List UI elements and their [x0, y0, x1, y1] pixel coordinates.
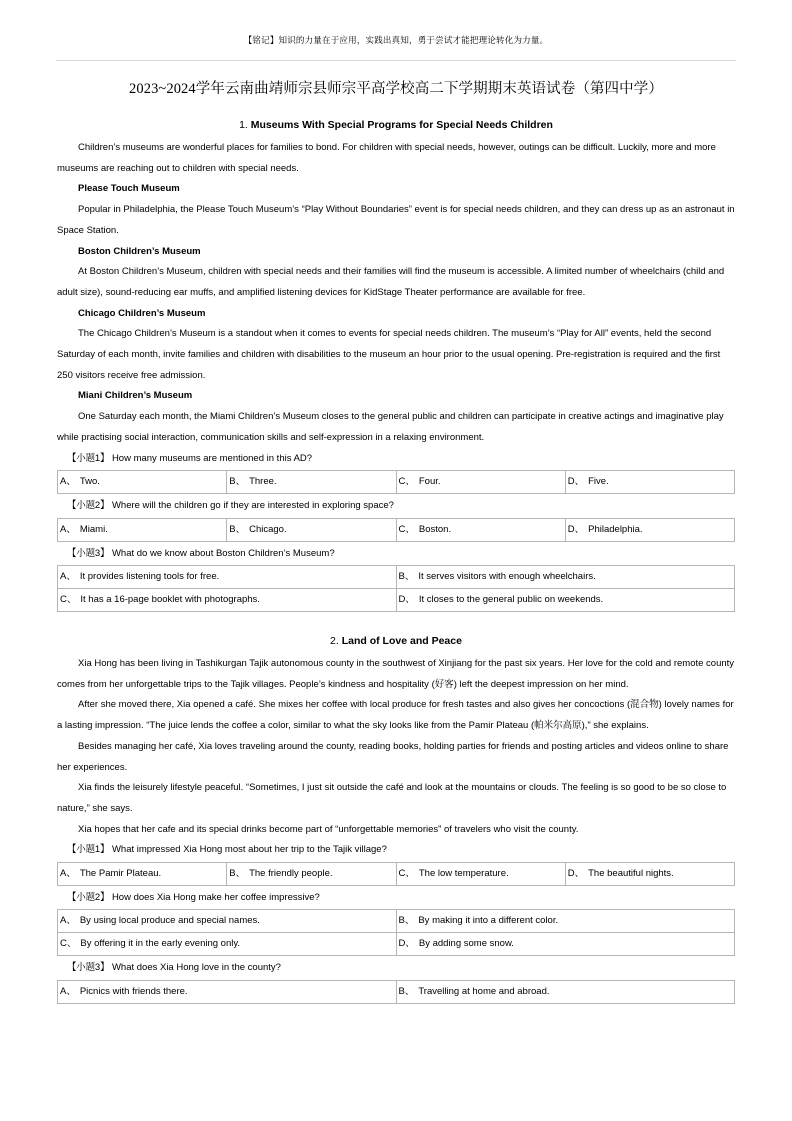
- table-row: [58, 980, 735, 1003]
- option-c[interactable]: [396, 518, 565, 541]
- option-text: By making it into a different color.: [418, 915, 559, 927]
- question-stem: [57, 449, 735, 470]
- options-table: [57, 862, 735, 886]
- passage-2-paragraph: Xia finds the leisurely lifestyle peaceful. “Sometimes, I just sit outside the café and look at the mountains or clouds. The feeling is so good to be so close to nature,” she says.: [57, 782, 727, 814]
- option-d[interactable]: [565, 518, 734, 541]
- option-letter: B、: [398, 985, 415, 997]
- option-text: The friendly people.: [249, 867, 333, 879]
- option-b[interactable]: [396, 910, 735, 933]
- option-letter: D、: [398, 594, 415, 606]
- option-letter: D、: [567, 476, 585, 488]
- option-letter: A、: [60, 867, 76, 879]
- museum-text-chicago: The Chicago Children’s Museum is a standout when it comes to events for special needs children. The museum’s “Play for All” events, held the second Saturday of each month, invite families and children with disabilities to the museum an hour prior to the usual opening. Pre-registration is required and the first 250 visitors receive free admission.: [57, 328, 721, 381]
- question-tag: 【小题3】: [67, 962, 110, 974]
- question-stem: [57, 496, 735, 517]
- option-text: The low temperature.: [418, 867, 509, 879]
- museum-heading-please-touch: Please Touch Museum: [78, 183, 180, 195]
- option-letter: A、: [60, 476, 76, 488]
- question-stem: [57, 958, 735, 979]
- table-row: [58, 910, 735, 933]
- museum-heading-miami: Miani Children’s Museum: [78, 390, 193, 402]
- option-a[interactable]: [58, 566, 397, 589]
- passage-2-paragraph: Besides managing her café, Xia loves traveling around the county, reading books, holding parties for friends and posting articles and videos online to share her experiences.: [57, 740, 729, 773]
- option-text: Three.: [249, 476, 277, 488]
- table-row: [58, 933, 735, 956]
- passage-2: [57, 632, 735, 1004]
- passage-spacer: [57, 614, 735, 632]
- museum-heading-chicago: Chicago Children’s Museum: [78, 307, 206, 319]
- table-row: [58, 862, 735, 885]
- option-letter: C、: [398, 523, 415, 535]
- option-letter: C、: [398, 476, 415, 488]
- option-text: It provides listening tools for free.: [79, 571, 220, 583]
- option-text: Philadelphia.: [588, 523, 643, 535]
- option-a[interactable]: [58, 910, 397, 933]
- option-text: By offering it in the early evening only.: [80, 938, 241, 950]
- option-letter: B、: [229, 476, 246, 488]
- option-text: Miami.: [79, 523, 108, 535]
- table-row: [58, 589, 735, 612]
- options-table: [57, 470, 735, 494]
- options-table: [57, 565, 735, 612]
- question-stem: [57, 544, 735, 565]
- passage-1-paragraph: Children’s museums are wonderful places for families to bond. For children with special needs, however, outings can be difficult. Luckily, more and more museums are reaching out to children with special needs.: [57, 142, 716, 174]
- option-a[interactable]: [58, 471, 227, 494]
- option-text: Boston.: [418, 523, 452, 535]
- passage-1-title: Museums With Special Programs for Special Needs Children: [250, 119, 553, 131]
- question-text: What impressed Xia Hong most about her trip to the Tajik village?: [111, 844, 387, 856]
- option-letter: C、: [398, 867, 415, 879]
- question-text: How does Xia Hong make her coffee impressive?: [111, 891, 320, 903]
- museum-text-please-touch: Popular in Philadelphia, the Please Touch Museum’s “Play Without Boundaries” event is for special needs children, and they can dress up as an astronaut in Space Station.: [57, 204, 735, 236]
- passage-1-number: 1.: [239, 119, 248, 131]
- options-table: [57, 518, 735, 542]
- option-letter: A、: [60, 915, 76, 927]
- passage-1: [57, 116, 735, 612]
- option-letter: A、: [60, 985, 76, 997]
- question-stem: [57, 840, 735, 861]
- option-c[interactable]: [58, 933, 397, 956]
- option-letter: D、: [398, 938, 415, 950]
- question-tag: 【小题3】: [67, 547, 110, 559]
- option-letter: D、: [567, 867, 585, 879]
- option-letter: B、: [229, 867, 246, 879]
- passage-2-heading: [57, 632, 735, 650]
- option-text: Five.: [588, 476, 609, 488]
- option-letter: C、: [60, 938, 77, 950]
- option-c[interactable]: [58, 589, 397, 612]
- option-text: Chicago.: [249, 523, 287, 535]
- option-b[interactable]: [227, 518, 396, 541]
- option-b[interactable]: [227, 471, 396, 494]
- option-text: Travelling at home and abroad.: [418, 985, 550, 997]
- option-text: The Pamir Plateau.: [79, 867, 162, 879]
- running-header: 【铭记】知识的力量在于应用，实践出真知，勇于尝试才能把理论转化为力量。: [243, 35, 549, 45]
- option-letter: C、: [60, 594, 77, 606]
- option-text: It has a 16-page booklet with photographs.: [80, 594, 260, 606]
- option-b[interactable]: [396, 980, 735, 1003]
- option-text: It closes to the general public on weekends.: [418, 594, 604, 606]
- museum-heading-boston: Boston Children’s Museum: [78, 245, 201, 257]
- option-a[interactable]: [58, 862, 227, 885]
- passage-2-paragraph: Xia Hong has been living in Tashikurgan Tajik autonomous county in the southwest of Xinjiang for the past six years. Her love for the cold and remote county comes from her unforgettable trips to the Tajik villages. People’s kindness and hospitality (好客) left the deepest impression on her mind.: [57, 658, 735, 690]
- option-text: By using local produce and special names.: [79, 915, 260, 927]
- option-text: Four.: [418, 476, 441, 488]
- options-table: [57, 909, 735, 956]
- page-title: 2023~2024学年云南曲靖师宗县师宗平高学校高二下学期期末英语试卷（第四中学）: [129, 81, 663, 97]
- option-letter: B、: [398, 915, 415, 927]
- table-row: [58, 471, 735, 494]
- question-text: What does Xia Hong love in the county?: [111, 962, 281, 974]
- question-text: What do we know about Boston Children’s Museum?: [111, 547, 335, 559]
- question-tag: 【小题1】: [67, 452, 110, 464]
- passage-2-paragraph: After she moved there, Xia opened a café. She mixes her coffee with local produce for fresh tastes and also gives her concoctions (混合物) lovely names for a lasting impression. “The juice lends the coffee a color, similar to what the sky looks like from the Pamir Plateau (帕米尔高原),” she explains.: [57, 699, 734, 732]
- option-b[interactable]: [396, 566, 735, 589]
- option-a[interactable]: [58, 980, 397, 1003]
- passage-2-paragraph: Xia hopes that her cafe and its special drinks become part of “unforgettable memories” of travelers who visit the county.: [78, 823, 579, 835]
- option-text: Two.: [79, 476, 100, 488]
- question-text: How many museums are mentioned in this AD?: [111, 452, 313, 464]
- table-row: [58, 518, 735, 541]
- option-d[interactable]: [565, 471, 734, 494]
- table-row: [58, 566, 735, 589]
- museum-text-boston: At Boston Children’s Museum, children with special needs and their families will find the museum is accessible. A limited number of wheelchairs (child and adult size), sound-reducing ear muffs, and amplified listening devices for KidStage Theater performance are available for free.: [57, 266, 725, 298]
- option-text: Picnics with friends there.: [79, 985, 188, 997]
- question-tag: 【小题2】: [67, 500, 110, 512]
- question-tag: 【小题1】: [67, 844, 110, 856]
- option-text: It serves visitors with enough wheelchairs.: [418, 571, 596, 583]
- option-d[interactable]: [396, 933, 735, 956]
- document-content: [57, 78, 735, 1006]
- question-text: Where will the children go if they are interested in exploring space?: [111, 500, 394, 512]
- option-letter: A、: [60, 571, 76, 583]
- option-letter: A、: [60, 523, 76, 535]
- options-table: [57, 980, 735, 1004]
- option-a[interactable]: [58, 518, 227, 541]
- option-d[interactable]: [565, 862, 734, 885]
- museum-text-miami: One Saturday each month, the Miami Children’s Museum closes to the general public and children can participate in creative actings and imaginative play while practising social interaction, communication skills and self-expression in a relaxing environment.: [57, 411, 724, 443]
- option-letter: B、: [398, 571, 415, 583]
- option-d[interactable]: [396, 589, 735, 612]
- option-text: By adding some snow.: [418, 938, 514, 950]
- option-letter: B、: [229, 523, 246, 535]
- passage-2-number: 2.: [330, 635, 339, 648]
- passage-1-heading: [57, 116, 735, 134]
- passage-2-title: Land of Love and Peace: [341, 635, 462, 648]
- option-text: The beautiful nights.: [588, 867, 674, 879]
- option-c[interactable]: [396, 862, 565, 885]
- option-letter: D、: [567, 523, 585, 535]
- question-tag: 【小题2】: [67, 891, 110, 903]
- option-b[interactable]: [227, 862, 396, 885]
- option-c[interactable]: [396, 471, 565, 494]
- header-divider-rule: [56, 60, 736, 61]
- question-stem: [57, 888, 735, 909]
